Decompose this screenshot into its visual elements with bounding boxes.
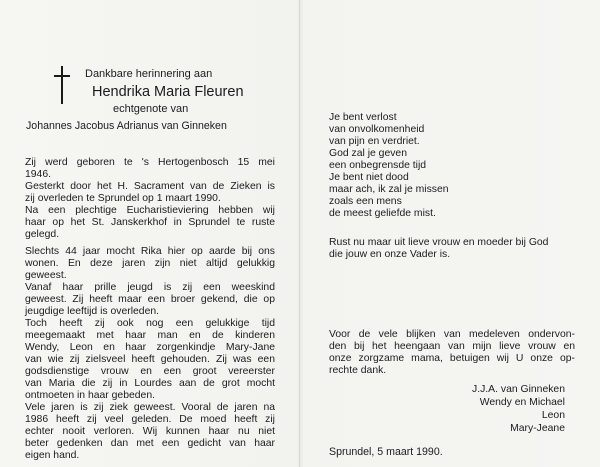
text-line: den bij het heengaan van mijn lieve vrouw en [329,341,575,352]
poem-line: zoals een mens [329,196,402,207]
text-line: godsdienstige vrouw en een groot vereerster [25,366,275,377]
text-line: die jouw en onze Vader is. [329,249,451,260]
text-line: Wendy, Leon en haar zorgenkindje Mary-Jane [25,342,275,353]
poem-line: maar ach, ik zal je missen [329,184,449,195]
header-dedication: Dankbare herinnering aan [85,68,213,80]
text-line: 1986 heeft zij veel geleden. De moed heeft zij [25,414,275,425]
rest-in-peace-text [329,237,579,261]
thanks-paragraph [329,329,575,377]
signatures [440,383,565,435]
poem-line: Je bent verlost [329,112,397,123]
text-line: meegemaakt met haar man en de kinderen [25,330,275,341]
text-line: eigen hand. [25,450,80,461]
spouse-name: Johannes Jacobus Adrianus van Ginneken [26,120,227,132]
signature-line: Leon [541,410,565,421]
text-line: van Maria die zij in Lourdes aan de grot mocht [25,378,275,389]
signature-line: Wendy en Michael [479,397,565,408]
biography-paragraph-1 [25,157,275,241]
poem-line: de meest geliefde mist. [329,208,436,219]
cross-icon [52,66,74,106]
text-line: Zij werd geboren te 's Hertogenbosch 15 mei [25,157,275,168]
poem-line: Je bent niet dood [329,172,409,183]
deceased-name: Hendrika Maria Fleuren [92,84,244,100]
text-line: beter gedenken dan met een gedicht van haar [25,438,275,449]
text-line: gelegd. [25,229,60,240]
text-line: haar op het St. Janskerkhof in Sprundel te ruste [25,217,275,228]
poem [329,112,549,220]
text-line: Slechts 44 jaar mocht Rika hier op aarde bij ons [25,246,275,257]
text-line: jeugdige leeftijd is overleden. [25,306,160,317]
poem-line: van onvolkomenheid [329,124,425,135]
text-line: Gesterkt door het H. Sacrament van de Zieken is [25,181,275,192]
poem-line: van pijn en verdriet. [329,136,420,147]
signature-line: J.J.A. van Ginneken [472,384,565,395]
signature-line: Mary-Jeane [510,423,565,434]
place-date: Sprundel, 5 maart 1990. [329,446,443,458]
text-line: ontmoeten in haar gebeden. [25,390,155,401]
biography-paragraph-2 [25,246,275,462]
text-line: Na een plechtige Eucharistieviering hebben wij [25,205,275,216]
text-line: onze zorgzame mama, betuigen wij U onze op- [329,353,575,364]
poem-line: een onbegrensde tijd [329,160,427,171]
text-line: echter nooit verloren. Wij kunnen haar nu niet [25,426,275,437]
text-line: Voor de vele blijken van medeleven ondervon- [329,329,575,340]
header-spouse-of: echtgenote van [113,103,189,115]
text-line: Rust nu maar uit lieve vrouw en moeder bij God [329,237,549,248]
card-fold [299,0,300,467]
text-line: rechte dank. [329,365,387,376]
text-line: geweest. [25,270,67,281]
poem-line: God zal je geven [329,148,407,159]
text-line: wonen. En deze jaren zijn niet altijd gelukkig [25,258,275,269]
text-line: van wie zij zielsveel heeft gehouden. Zij was een [25,354,275,365]
text-line: geweest. Zij heeft maar een broer gekend, die op [25,294,275,305]
text-line: 1946. [25,169,52,180]
text-line: Vele jaren is zij ziek geweest. Vooral de jaren na [25,402,275,413]
text-line: Vanaf haar prille jeugd is zij een weeskind [25,282,275,293]
text-line: Toch heeft zij ook nog een gelukkige tijd [25,318,275,329]
text-line: zij overleden te Sprundel op 1 maart 1990. [25,193,221,204]
